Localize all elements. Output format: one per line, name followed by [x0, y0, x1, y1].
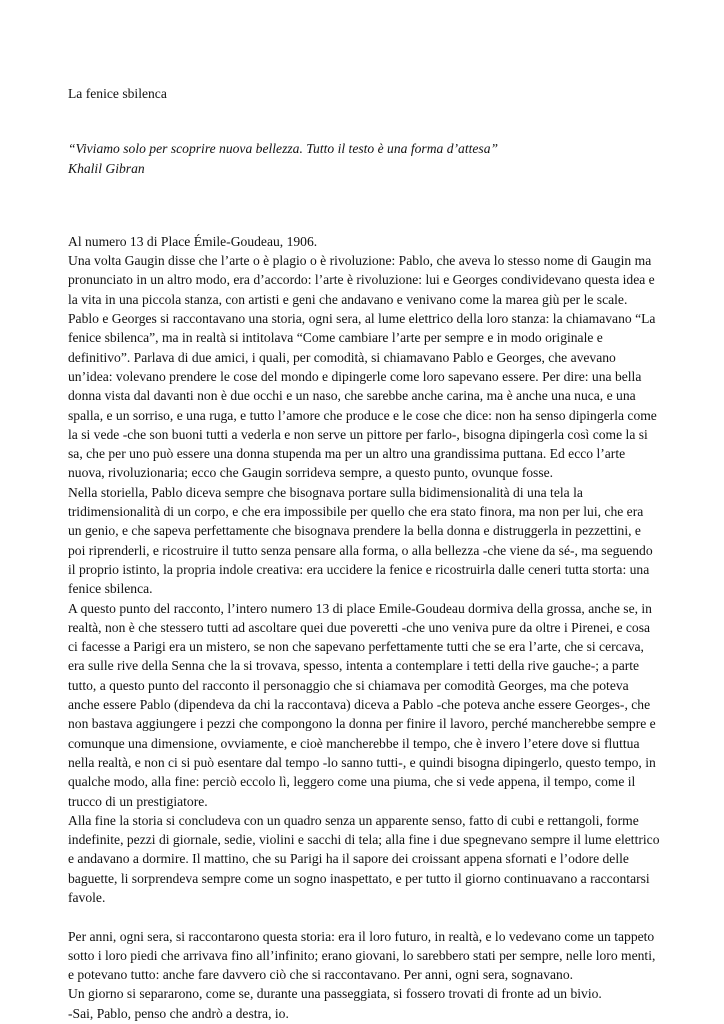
document-title: La fenice sbilenca: [68, 86, 167, 101]
paragraph: Alla fine la storia si concludeva con un quadro senza un apparente senso, fatto di cubi e rettangoli, forme indefinite, pezzi di giornale, sedie, violini e sacchi di tela; alla fine i due spegnevano sempre il lume elettrico e andavano a dormire. Il mattino, che su Parigi ha il sapore dei croissant appena sfornati e l’odore delle baguette, li sorprendeva sempre come un sogno inaspettato, e per tutto il giorno continuavano a raccontarsi favole.: [68, 812, 660, 905]
body-text: [68, 232, 660, 1023]
paragraph: -Sai, Pablo, penso che andrò a destra, io.: [68, 1005, 289, 1021]
epigraph: [68, 139, 660, 178]
paragraph-spacer: [68, 907, 660, 926]
paragraph: Per anni, ogni sera, si raccontarono questa storia: era il loro futuro, in realtà, e lo vedevano come un tappeto sotto i loro piedi che arrivava fino all’infinito; erano giovani, lo sarebbero stati per sempre, nelle loro menti, e potevano tutto: anche fare davvero ciò che si raccontavano. Per anni, ogni sera, sognavano.: [68, 928, 656, 983]
epigraph-quote: “Viviamo solo per scoprire nuova bellezza. Tutto il testo è una forma d’attesa”: [68, 141, 499, 157]
epigraph-author: Khalil Gibran: [68, 160, 145, 176]
paragraph: Una volta Gaugin disse che l’arte o è plagio o è rivoluzione: Pablo, che aveva lo stesso nome di Gaugin ma pronunciato in un altro modo, era d’accordo: l’arte è rivoluzione: lui e Georges condividevano questa idea e la vita in una piccola stanza, con artisti e geni che andavano e venivano come la marea giù per le scale. Pablo e Georges si raccontavano una storia, ogni sera, al lume elettrico della loro stanza: la chiamavano “La fenice sbilenca”, ma in realtà si intitolava “Come cambiare l’arte per sempre e in modo originale e definitivo”. Parlava di due amici, i quali, per comodità, si chiamavano Pablo e Georges, che avevano un’idea: volevano prendere le cose del mondo e dipingerle come loro sapevano essere. Per dire: una bella donna vista dal davanti non è due occhi e un naso, che sarebbe anche carina, ma è anche una nuca, e una spalla, e un sorriso, e una ruga, e tutto l’amore che produce e le cose che dice: non ha senso dipingerla come la si vede -che son buoni tutti a vederla e non serve un pittore per farlo-, bisogna dipingerla così come la si sa, che per uno può essere una donna stupenda ma per un altro una grandissima puttana. Ed ecco l’arte nuova, rivoluzionaria; ecco che Gaugin sorrideva sempre, a questo punto, ovunque fosse.: [68, 253, 657, 481]
paragraph: A questo punto del racconto, l’intero numero 13 di place Emile-Goudeau dormiva della grossa, anche se, in realtà, non è che stessero tutti ad ascoltare quei due poveretti -che uno veniva pure da oltre i Pirenei, e cosa ci facesse a Parigi era un mistero, se non che sapevano perfettamente tutti che se era l’arte, che si cercava, era sulle rive della Senna che la si trovava, spesso, intenta a contemplare i tetti della rive gauche-; a parte tutto, a questo punto del racconto il personaggio che si chiamava per comodità Georges, ma che poteva anche essere Pablo (dipendeva da chi la raccontava) diceva a Pablo -che poteva anche essere Georges-, che non bastava aggiungere i pezzi che compongono la donna per finire il lavoro, perché mancherebbe sempre e comunque una dimensione, ovviamente, e cioè mancherebbe il tempo, che è invero l’etere dove si fluttua nella realtà, e non ci si può esentare dal tempo -lo sanno tutti-, e quindi bisogna dipingerlo, questo tempo, in qualche modo, alla fine: perciò eccolo lì, leggero come una piuma, che si vede appena, il tempo, come il trucco di un prestigiatore.: [68, 600, 656, 809]
paragraph: Un giorno si separarono, come se, durante una passeggiata, si fossero trovati di fronte ad un bivio.: [68, 986, 602, 1002]
paragraph: Nella storiella, Pablo diceva sempre che bisognava portare sulla bidimensionalità di una tela la tridimensionalità di un corpo, e che era impossibile per quello che era stato finora, ma non per lui, che era un genio, e che sapeva perfettamente che bisognava prendere la bella donna e distruggerla in pezzettini, e poi riprenderli, e ricostruire il tutto senza pensare alla forma, o alla bellezza -che viene da sé-, ma seguendo il proprio istinto, la propria indole creativa: era uccidere la fenice e ricostruirla dalle ceneri tutta storta: una fenice sbilenca.: [68, 484, 653, 597]
document-page: [68, 84, 660, 1023]
paragraph: Al numero 13 di Place Émile-Goudeau, 1906.: [68, 233, 318, 249]
